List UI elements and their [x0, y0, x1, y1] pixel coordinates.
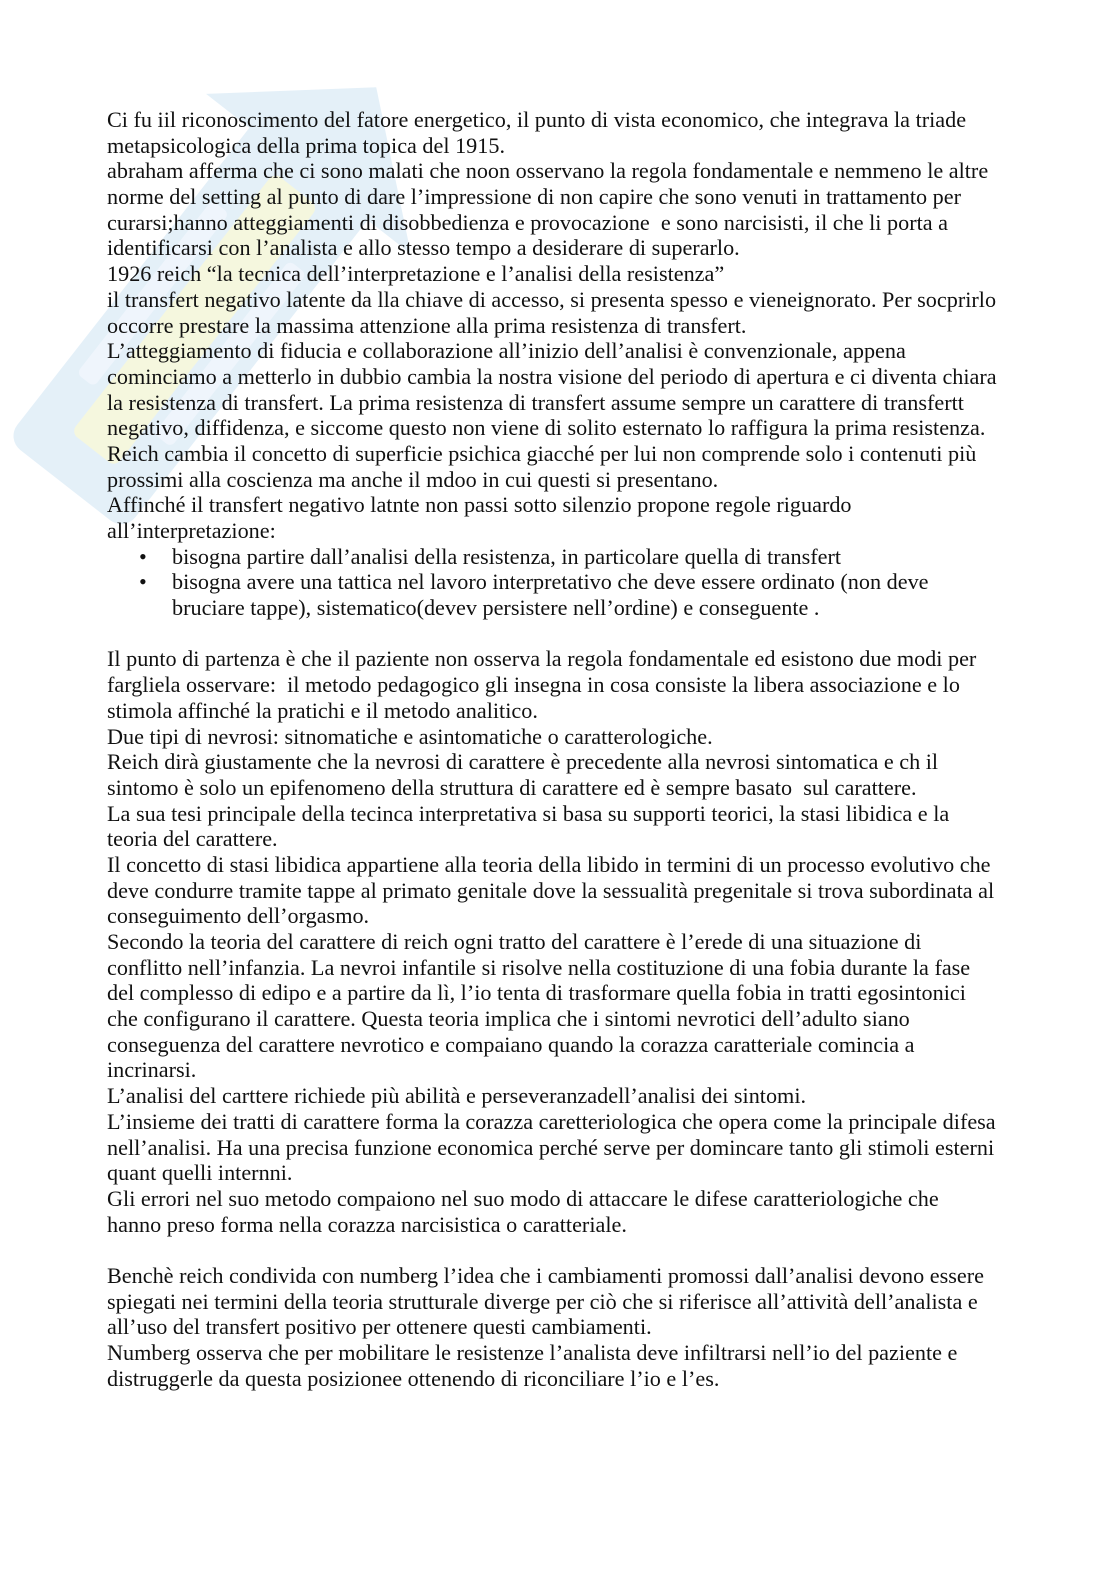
text-line: occorre prestare la massima attenzione alla prima resistenza di transfert.	[107, 312, 747, 338]
text-line: del complesso di edipo e a partire da lì, l’io tenta di trasformare quella fobia in tratti egosintonici	[107, 980, 966, 1006]
text-line: bruciare tappe), sistematico(devev persistere nell’ordine) e conseguente .	[172, 595, 820, 621]
text-line: quant quelli internni.	[107, 1160, 293, 1186]
text-line: fargliela osservare: il metodo pedagogico gli insegna in cosa consiste la libera associazione e lo	[107, 672, 960, 698]
bullet-item	[107, 569, 997, 620]
document-text	[107, 107, 997, 1391]
text-line: all’uso del transfert positivo per ottenere questi cambiamenti.	[107, 1314, 652, 1340]
text-line: incrinarsi.	[107, 1057, 197, 1083]
text-line: all’interpretazione:	[107, 518, 276, 543]
bullet-list	[107, 544, 997, 621]
text-line: deve condurre tramite tappe al primato genitale dove la sessualità pregenitale si trova subordinata al	[107, 877, 995, 903]
text-line: L’analisi del carttere richiede più abilità e perseveranzadell’analisi dei sintomi.	[107, 1083, 807, 1109]
text-line: sintomo è solo un epifenomeno della struttura di carattere ed è sempre basato sul carattere.	[107, 774, 917, 800]
text-line: hanno preso forma nella corazza narcisistica o caratteriale.	[107, 1211, 627, 1237]
paragraph-spacer	[107, 621, 997, 647]
text-line: Secondo la teoria del carattere di reich ogni tratto del carattere è l’erede di una situazione di	[107, 929, 922, 954]
text-line: curarsi;hanno atteggiamenti di disobbedienza e provocazione e sono narcisisti, il che li porta a	[107, 209, 948, 235]
text-line: conseguenza del carattere nevrotico e compaiano quando la corazza caratteriale comincia a	[107, 1031, 915, 1057]
paragraph-block-2	[107, 646, 997, 1237]
bullet-marker: •	[139, 569, 147, 595]
text-line: spiegati nei termini della teoria strutturale diverge per ciò che si riferisce all’attività dell’analista e	[107, 1288, 978, 1314]
paragraph-block-1	[107, 107, 997, 544]
text-line: prossimi alla coscienza ma anche il mdoo in cui questi si presentano.	[107, 466, 719, 492]
text-line: Il punto di partenza è che il paziente non osserva la regola fondamentale ed esistono due modi per	[107, 646, 977, 672]
text-line: nell’analisi. Ha una precisa funzione economica perché serve per domincare tanto gli stimoli esterni	[107, 1134, 995, 1160]
paragraph-block-3	[107, 1263, 997, 1391]
text-line: Gli errori nel suo metodo compaiono nel suo modo di attaccare le difese caratteriologiche che	[107, 1185, 939, 1211]
bullet-item	[107, 544, 997, 570]
text-line: Due tipi di nevrosi: sitnomatiche e asintomatiche o caratterologiche.	[107, 723, 713, 749]
text-line: teoria del carattere.	[107, 826, 278, 852]
text-line: Ci fu iil riconoscimento del fatore energetico, il punto di vista economico, che integrava la triade	[107, 107, 967, 132]
text-line: Benchè reich condivida con numberg l’idea che i cambiamenti promossi dall’analisi devono essere	[107, 1262, 984, 1288]
text-line: conseguimento dell’orgasmo.	[107, 903, 370, 929]
text-line: Il concetto di stasi libidica appartiene alla teoria della libido in termini di un processo evolutivo che	[107, 851, 991, 877]
text-line: la resistenza di transfert. La prima resistenza di transfert assume sempre un carattere di transfertt	[107, 389, 964, 415]
text-line: Affinché il transfert negativo latnte non passi sotto silenzio propone regole riguardo	[107, 492, 852, 518]
paragraph-spacer	[107, 1237, 997, 1263]
text-line: negativo, diffidenza, e siccome questo non viene di solito esternato lo raffigura la prima resistenza.	[107, 415, 986, 441]
text-line: distruggerle da questa posizionee ottenendo di riconciliare l’io e l’es.	[107, 1365, 720, 1391]
text-line: abraham afferma che ci sono malati che noon osservano la regola fondamentale e nemmeno le altre	[107, 158, 989, 184]
text-line: Numberg osserva che per mobilitare le resistenze l’analista deve infiltrarsi nell’io del paziente e	[107, 1340, 958, 1365]
text-line: metapsicologica della prima topica del 1915.	[107, 132, 506, 158]
text-line: L’insieme dei tratti di carattere forma la corazza caretteriologica che opera come la principale difesa	[107, 1108, 996, 1134]
text-line: Reich dirà giustamente che la nevrosi di carattere è precedente alla nevrosi sintomatica e ch il	[107, 749, 939, 775]
text-line: che configurano il carattere. Questa teoria implica che i sintomi nevrotici dell’adulto siano	[107, 1006, 910, 1032]
text-line: norme del setting al punto di dare l’impressione di non capire che sono venuti in trattamento per	[107, 184, 961, 210]
bullet-marker: •	[139, 543, 147, 569]
text-line: identificarsi con l’analista e allo stesso tempo a desiderare di superarlo.	[107, 235, 740, 261]
text-line: conflitto nell’infanzia. La nevroi infantile si risolve nella costituzione di una fobia durante la fase	[107, 954, 971, 980]
text-line: 1926 reich “la tecnica dell’interpretazione e l’analisi della resistenza”	[107, 261, 725, 287]
text-line: L’atteggiamento di fiducia e collaborazione all’inizio dell’analisi è convenzionale, appena	[107, 338, 906, 364]
text-line: bisogna partire dall’analisi della resistenza, in particolare quella di transfert	[172, 543, 842, 569]
text-line: cominciamo a metterlo in dubbio cambia la nostra visione del periodo di apertura e ci diventa chiara	[107, 363, 997, 389]
text-line: Reich cambia il concetto di superficie psichica giacché per lui non comprende solo i contenuti più	[107, 440, 977, 466]
text-line: bisogna avere una tattica nel lavoro interpretativo che deve essere ordinato (non deve	[172, 569, 929, 595]
text-line: il transfert negativo latente da lla chiave di accesso, si presenta spesso e vieneignorato. Per socprirlo	[107, 286, 997, 312]
text-line: La sua tesi principale della tecinca interpretativa si basa su supporti teorici, la stasi libidica e la	[107, 800, 950, 826]
text-line: stimola affinché la pratichi e il metodo analitico.	[107, 697, 538, 723]
